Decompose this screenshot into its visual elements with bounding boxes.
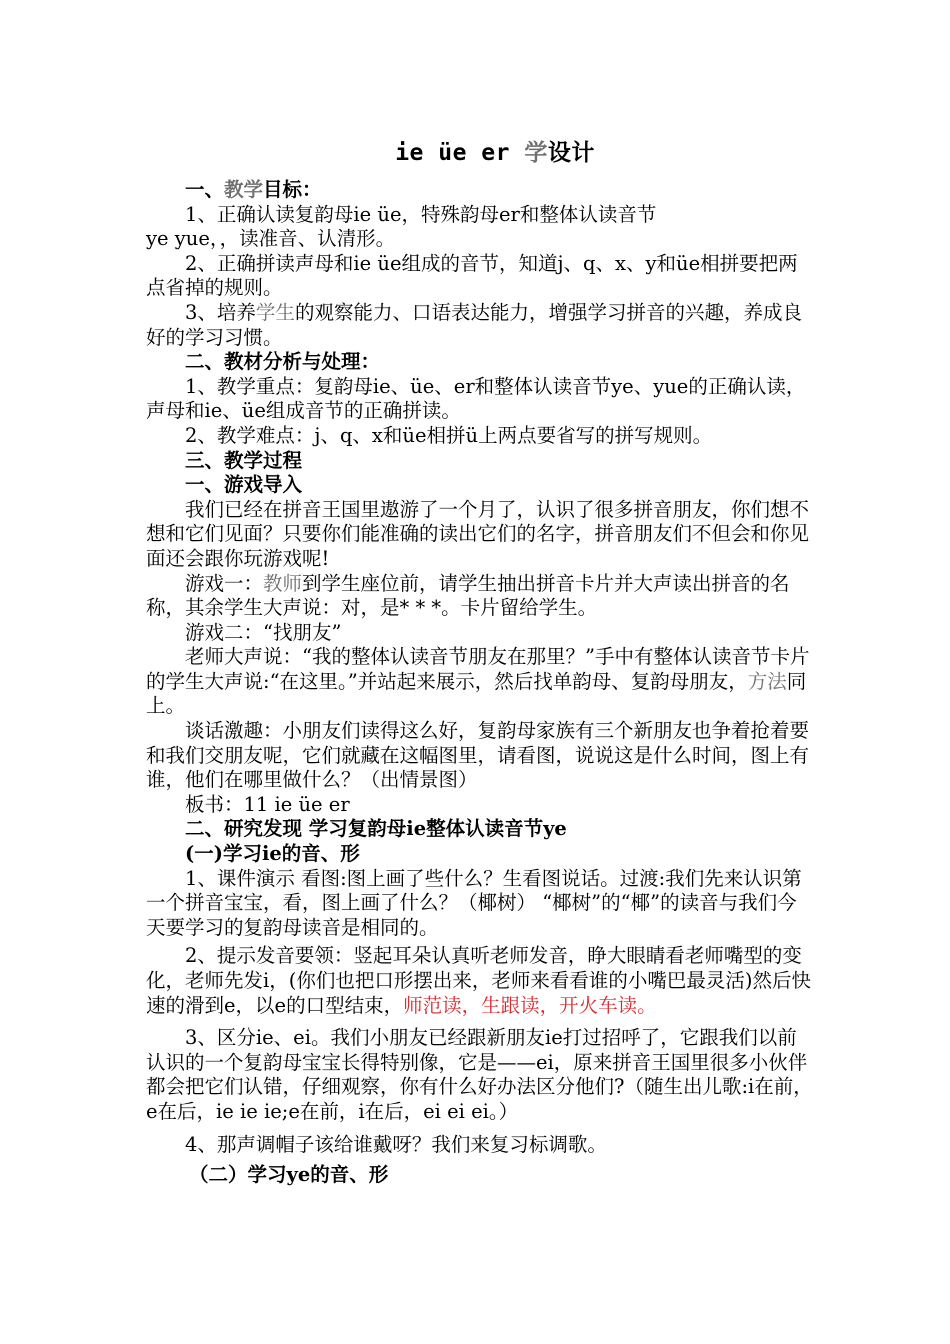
step-1: 1、课件演示 看图:图上画了些什么？生看图说话。过渡:我们先来认识第一个拼音宝宝，看，图上画了什么？（椰树） “椰树”的“椰”的读音与我们今天要学习的复韵母读音是相同的。 <box>146 866 802 939</box>
teacher-says-highlight: 方法 <box>747 669 787 693</box>
step-2 <box>146 944 814 1018</box>
analysis-2: 2、教学难点：j、q、x和üe相拼ü上两点要省写的拼写规则。 <box>185 423 713 447</box>
step-3: 3、区分ie、ei。我们小朋友已经跟新朋友ie打过招呼了，它跟我们以前认识的一个复韵母宝宝长得特别像，它是——ei，原来拼音王国里很多小伙伴都会把它们认错，仔细观察，你有什么好办法区分他们?（随生出儿歌:i在前，e在后，ie ie ie;e在前，i在后，ei ei ei。） <box>146 1026 813 1123</box>
board-writing: 板书：11 ie üe er <box>185 792 350 816</box>
step-2-pre: 2、提示发音要领：竖起耳朵认真听老师发音，睁大眼睛看老师嘴型的变化，老师先发i，(你们也把口形摆出来，老师来看看谁的小嘴巴最灵活)然后快速的滑到e，以e的口型结束， <box>146 944 811 1017</box>
goal-3-highlight: 学生 <box>255 300 295 324</box>
subsection-1-heading: (一)学习ie的音、形 <box>185 842 360 866</box>
step-4: 4、那声调帽子该给谁戴呀？我们来复习标调歌。 <box>185 1132 607 1156</box>
heading-highlight: 教学 <box>224 178 264 201</box>
teacher-says <box>146 645 814 719</box>
game-1-highlight: 教师 <box>263 571 303 595</box>
section-heading-analysis: 二、教材分析与处理： <box>185 350 381 374</box>
part-1-heading: 一、游戏导入 <box>185 473 303 497</box>
step-2-highlight: 师范读，生跟读，开火车读。 <box>403 993 657 1017</box>
intro-paragraph: 我们已经在拼音王国里遨游了一个月了，认识了很多拼音朋友，你们想不想和它们见面？只要你们能准确的读出它们的名字，拼音朋友们不但会和你见面还会跟你玩游戏呢! <box>146 497 810 570</box>
subsection-2-heading: （二）学习ye的音、形 <box>189 1163 389 1187</box>
part-2-heading: 二、研究发现 学习复韵母ie整体认读音节ye <box>185 817 567 841</box>
heading-prefix: 一、 <box>185 178 225 201</box>
goal-3-pre: 3、培养 <box>185 300 256 324</box>
teacher-says-pre: 老师大声说：“我的整体认读音节朋友在那里？”手中有整体认读音节卡片的学生大声说:“在这里。”并站起来展示，然后找单韵母、复韵母朋友， <box>146 645 810 693</box>
title-rest: 设计 <box>547 139 595 166</box>
game-1-pre: 游戏一： <box>185 571 264 595</box>
section-heading-process: 三、教学过程 <box>185 448 303 472</box>
talk-paragraph: 谈话激趣：小朋友们读得这么好，复韵母家族有三个新朋友也争着抢着要和我们交朋友呢，它们就藏在这幅图里，请看图，说说这是什么时间，图上有谁，他们在哪里做什么？（出情景图） <box>146 719 810 792</box>
goal-1-line-2: ye yue，，读准音、认清形。 <box>146 227 396 251</box>
teacher-says-post: 同上。 <box>146 669 807 718</box>
page-title <box>0 134 950 167</box>
title-pinyin: ie üe er <box>395 140 525 166</box>
analysis-1: 1、教学重点：复韵母ie、üe、er和整体认读音节ye、yue的正确认读，声母和ie、üe组成音节的正确拼读。 <box>146 374 806 423</box>
document-body <box>146 178 814 1188</box>
goal-2: 2、正确拼读声母和ie üe组成的音节，知道j、q、x、y和üe相拼要把两点省掉的规则。 <box>146 251 798 300</box>
section-heading-goals <box>146 178 814 203</box>
heading-suffix: 目标： <box>263 178 322 201</box>
game-1 <box>146 572 814 621</box>
goal-3 <box>146 301 814 350</box>
game-1-post: 到学生座位前，请学生抽出拼音卡片并大声读出拼音的名称，其余学生大声说：对，是* * *。卡片留给学生。 <box>146 571 790 620</box>
goal-1-line-1: 1、正确认读复韵母ie üe，特殊韵母er和整体认读音节 <box>185 202 657 226</box>
game-2: 游戏二：“找朋友” <box>185 620 342 644</box>
title-highlight: 学 <box>524 139 548 166</box>
goal-3-post: 的观察能力、口语表达能力，增强学习拼音的兴趣，养成良好的学习习惯。 <box>146 300 802 349</box>
